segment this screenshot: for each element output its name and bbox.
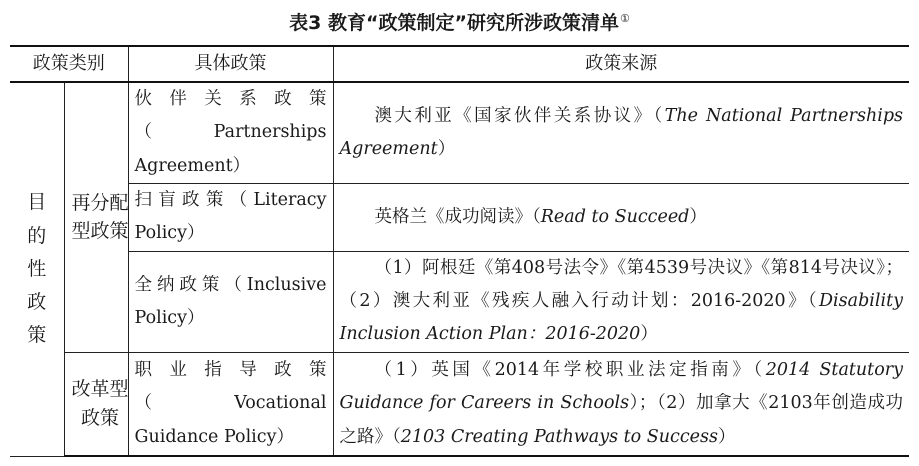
table-header-row [10, 46, 909, 82]
table-row [10, 352, 909, 456]
source-literacy: 英格兰《成功阅读》（Read to Succeed） [333, 183, 909, 251]
table-row [10, 82, 909, 183]
source-partnerships: 澳大利亚《国家伙伴关系协议》（The National Partnerships Agreement） [333, 82, 909, 183]
table-row [10, 251, 909, 352]
category-purposive-policy: 目的性政策 [10, 82, 64, 456]
source-vocational-guidance: （1）英国《2014年学校职业法定指南》（2014 Statutory Guidance for Careers in Schools）；（2）加拿大《2103年创造成功之路》（2103 Creating Pathways to Success） [333, 352, 909, 456]
policy-partnerships: 伙伴关系政策（Partnerships Agreement） [128, 82, 333, 183]
source-inclusive: （1）阿根廷《第408号法令》《第4539号决议》《第814号决议》；（2）澳大利亚《残疾人融入行动计划：2016-2020》（Disability Inclusion Action Plan：2016-2020） [333, 251, 909, 352]
header-specific-policy: 具体政策 [128, 46, 333, 82]
category-reform-policy: 改革型政策 [64, 352, 128, 456]
category-redistributive-policy: 再分配型政策 [64, 82, 128, 352]
header-policy-source: 政策来源 [333, 46, 909, 82]
policy-table [10, 45, 909, 457]
policy-vocational-guidance: 职业指导政策（Vocational Guidance Policy） [128, 352, 333, 456]
table-row [10, 183, 909, 251]
policy-inclusive: 全纳政策（Inclusive Policy） [128, 251, 333, 352]
table-title: 表3 教育“政策制定”研究所涉政策清单 [289, 12, 619, 34]
footnote-marker: ① [619, 11, 630, 25]
policy-literacy: 扫盲政策（Literacy Policy） [128, 183, 333, 251]
header-policy-category: 政策类别 [10, 46, 128, 82]
table-caption [0, 8, 919, 35]
